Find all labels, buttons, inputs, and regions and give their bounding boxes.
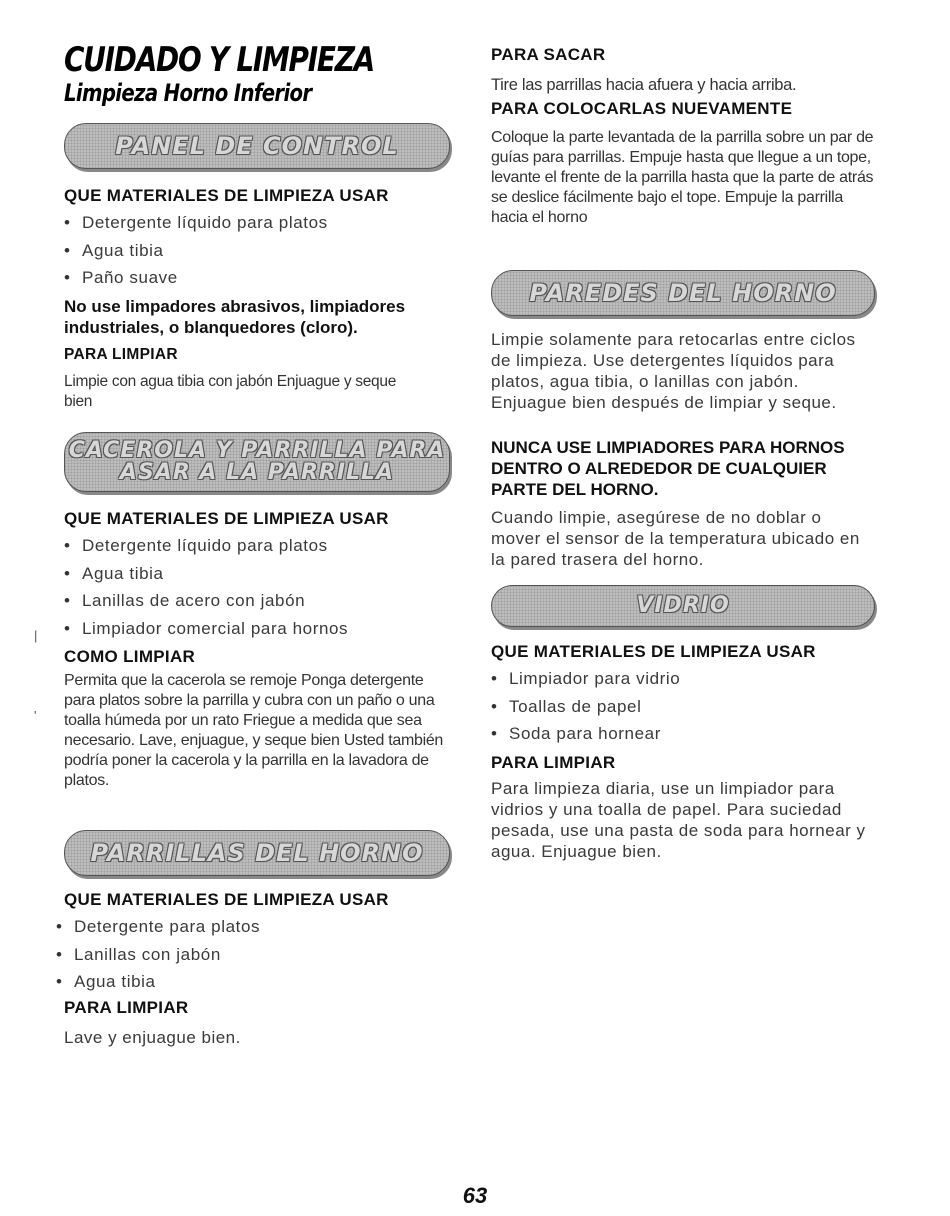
list-item: • Limpiador para vidrio xyxy=(491,665,680,693)
list-item: • Lanillas de acero con jabón xyxy=(64,587,348,615)
body-text: Limpie solamente para retocarlas entre ciclos de limpieza. Use detergentes líquidos para platos, agua tibia, o lanillas con jabón. Enjuague bien después de limpiar y seque. xyxy=(491,330,856,412)
banner-label-line2: ASAR A LA PARRILLA xyxy=(119,460,395,485)
list-item: • Agua tibia xyxy=(56,968,260,996)
materials-list xyxy=(64,913,260,996)
materials-list xyxy=(491,665,680,748)
list-item: • Detergente para platos xyxy=(56,913,260,941)
banner-paredes-del-horno xyxy=(491,270,875,316)
body-text: Permita que la cacerola se remoje Ponga detergente para platos sobre la parrilla y cubra con un paño o una toalla húmeda por un rato Friegue a medida que sea necesario. Lave, enjuague, y seque bien Usted también podría poner la cacerola y la parrilla en la lavadora de platos. xyxy=(64,672,444,789)
banner-label: PANEL DE CONTROL xyxy=(115,132,399,160)
materials-list xyxy=(64,532,348,642)
list-item: • Toallas de papel xyxy=(491,693,680,721)
body-text: Para limpieza diaria, use un limpiador para vidrios y una toalla de papel. Para suciedad pesada, use una pasta de soda para hornear y agua. Enjuague bien. xyxy=(491,779,866,861)
section-heading: QUE MATERIALES DE LIMPIEZA USAR xyxy=(64,890,389,909)
scan-mark: | xyxy=(34,628,38,643)
body-text: Coloque la parte levantada de la parrilla sobre un par de guías para parrillas. Empuje hasta que llegue a un tope, levante el frente de la parrilla hasta que la parte de atrás se deslice fácilmente bajo el tope. Empuje la parrilla hacia el horno xyxy=(491,129,874,226)
banner-vidrio xyxy=(491,585,875,627)
section-heading: PARA COLOCARLAS NUEVAMENTE xyxy=(491,99,793,118)
banner-cacerola-parrilla xyxy=(64,432,450,492)
body-text: Tire las parrillas hacia afuera y hacia arriba. xyxy=(491,76,797,94)
banner-label-line1: CACEROLA Y PARRILLA PARA xyxy=(68,438,446,463)
list-item: • Detergente líquido para platos xyxy=(64,532,348,560)
body-text: Limpie con agua tibia con jabón Enjuague y seque bien xyxy=(64,373,397,410)
list-item: • Agua tibia xyxy=(64,237,328,265)
warning-note: No use limpadores abrasivos, limpiadores industriales, o blanquedores (cloro). xyxy=(64,297,406,337)
page-number: 63 xyxy=(462,1183,488,1208)
section-heading: PARA LIMPIAR xyxy=(64,346,178,363)
section-heading: PARA LIMPIAR xyxy=(64,998,189,1017)
warning-note: NUNCA USE LIMPIADORES PARA HORNOS DENTRO O ALREDEDOR DE CUALQUIER PARTE DEL HORNO. xyxy=(491,438,845,499)
body-text: Lave y enjuague bien. xyxy=(64,1028,241,1047)
section-heading: QUE MATERIALES DE LIMPIEZA USAR xyxy=(491,642,816,661)
list-item: • Lanillas con jabón xyxy=(56,941,260,969)
banner-label: VIDRIO xyxy=(636,593,730,618)
section-heading: QUE MATERIALES DE LIMPIEZA USAR xyxy=(64,509,389,528)
scan-mark: ' xyxy=(34,708,37,723)
banner-panel-de-control xyxy=(64,123,450,169)
list-item: • Limpiador comercial para hornos xyxy=(64,615,348,643)
section-heading: PARA LIMPIAR xyxy=(491,753,616,772)
section-heading: COMO LIMPIAR xyxy=(64,647,196,666)
banner-label: PAREDES DEL HORNO xyxy=(529,279,837,307)
page-subtitle: Limpieza Horno Inferior xyxy=(64,79,312,107)
list-item: • Paño suave xyxy=(64,264,328,292)
list-item: • Soda para hornear xyxy=(491,720,680,748)
section-heading: PARA SACAR xyxy=(491,45,606,64)
banner-parrillas-del-horno xyxy=(64,830,450,876)
list-item: • Agua tibia xyxy=(64,560,348,588)
section-heading: QUE MATERIALES DE LIMPIEZA USAR xyxy=(64,186,389,205)
materials-list xyxy=(64,209,328,292)
body-text: Cuando limpie, asegúrese de no doblar o mover el sensor de la temperatura ubicado en la pared trasera del horno. xyxy=(491,508,860,569)
page-title: CUIDADO Y LIMPIEZA xyxy=(64,40,375,80)
list-item: • Detergente líquido para platos xyxy=(64,209,328,237)
banner-label: PARRILLAS DEL HORNO xyxy=(90,839,424,867)
